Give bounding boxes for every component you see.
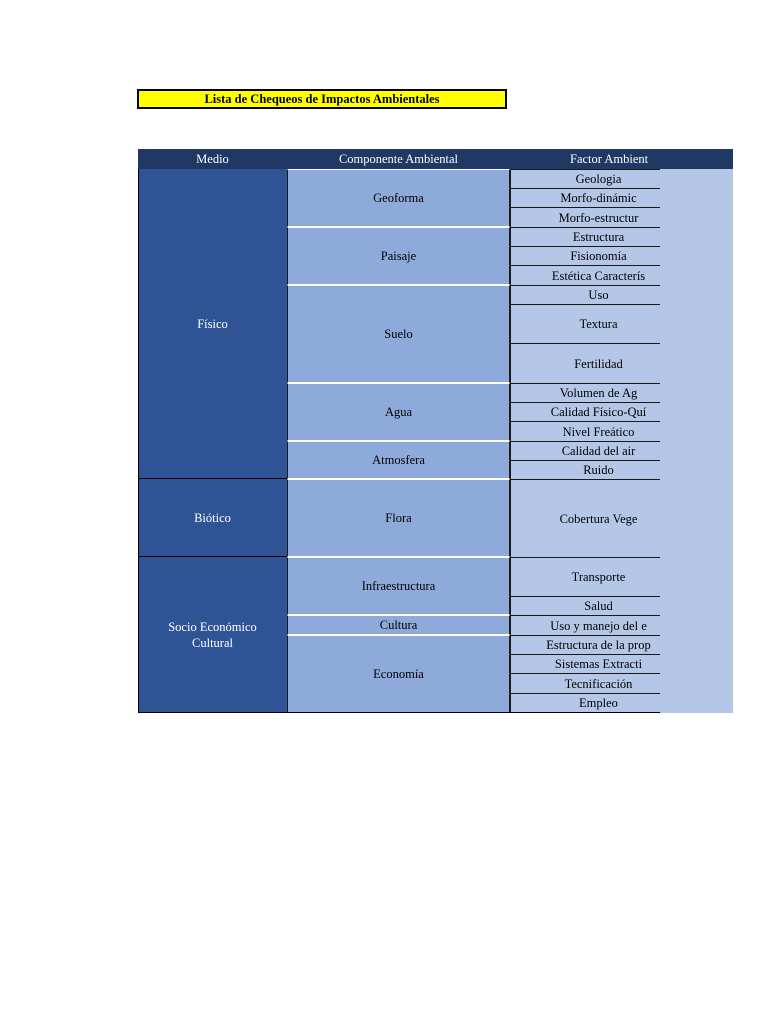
factor-cell: Volumen de Ag bbox=[510, 383, 660, 402]
sheet-title: Lista de Chequeos de Impactos Ambientales bbox=[137, 89, 507, 109]
factor-cell: Geologia bbox=[510, 169, 660, 188]
factor-cell: Cobertura Vege bbox=[510, 479, 660, 557]
factor-cell: Textura bbox=[510, 304, 660, 343]
componente-geoforma: Geoforma bbox=[287, 169, 510, 227]
column-overflow-fill bbox=[660, 169, 733, 713]
factor-cell: Morfo-dinámic bbox=[510, 188, 660, 207]
header-factor: Factor Ambient bbox=[510, 149, 733, 169]
componente-atmosfera: Atmosfera bbox=[287, 441, 510, 479]
componente-economia: Economía bbox=[287, 635, 510, 713]
componente-cultura: Cultura bbox=[287, 615, 510, 635]
factor-cell: Fisionomía bbox=[510, 246, 660, 265]
impact-checklist-table bbox=[138, 149, 733, 713]
factor-cell: Salud bbox=[510, 596, 660, 615]
factor-cell: Estructura bbox=[510, 227, 660, 246]
factor-cell: Sistemas Extracti bbox=[510, 654, 660, 673]
factor-cell: Uso y manejo del e bbox=[510, 615, 660, 635]
factor-cell: Uso bbox=[510, 285, 660, 304]
factor-cell: Fertilidad bbox=[510, 343, 660, 383]
header-componente: Componente Ambiental bbox=[287, 149, 510, 169]
factor-cell: Ruido bbox=[510, 460, 660, 479]
header-medio: Medio bbox=[138, 149, 287, 169]
componente-flora: Flora bbox=[287, 479, 510, 557]
factor-cell: Estética Caracterís bbox=[510, 265, 660, 285]
factor-cell: Estructura de la prop bbox=[510, 635, 660, 654]
factor-cell: Morfo-estructur bbox=[510, 207, 660, 227]
factor-cell: Calidad del air bbox=[510, 441, 660, 460]
factor-cell: Transporte bbox=[510, 557, 660, 596]
medio-fisico: Físico bbox=[138, 169, 287, 479]
componente-agua: Agua bbox=[287, 383, 510, 441]
medio-biotico: Biótico bbox=[138, 479, 287, 557]
componente-paisaje: Paisaje bbox=[287, 227, 510, 285]
factor-cell: Nivel Freático bbox=[510, 421, 660, 441]
componente-suelo: Suelo bbox=[287, 285, 510, 383]
componente-infraestructura: Infraestructura bbox=[287, 557, 510, 615]
factor-cell: Calidad Físico-Quí bbox=[510, 402, 660, 421]
medio-socio-economico: Socio Económico Cultural bbox=[138, 557, 287, 713]
factor-cell: Empleo bbox=[510, 693, 660, 713]
factor-cell: Tecnificación bbox=[510, 673, 660, 693]
